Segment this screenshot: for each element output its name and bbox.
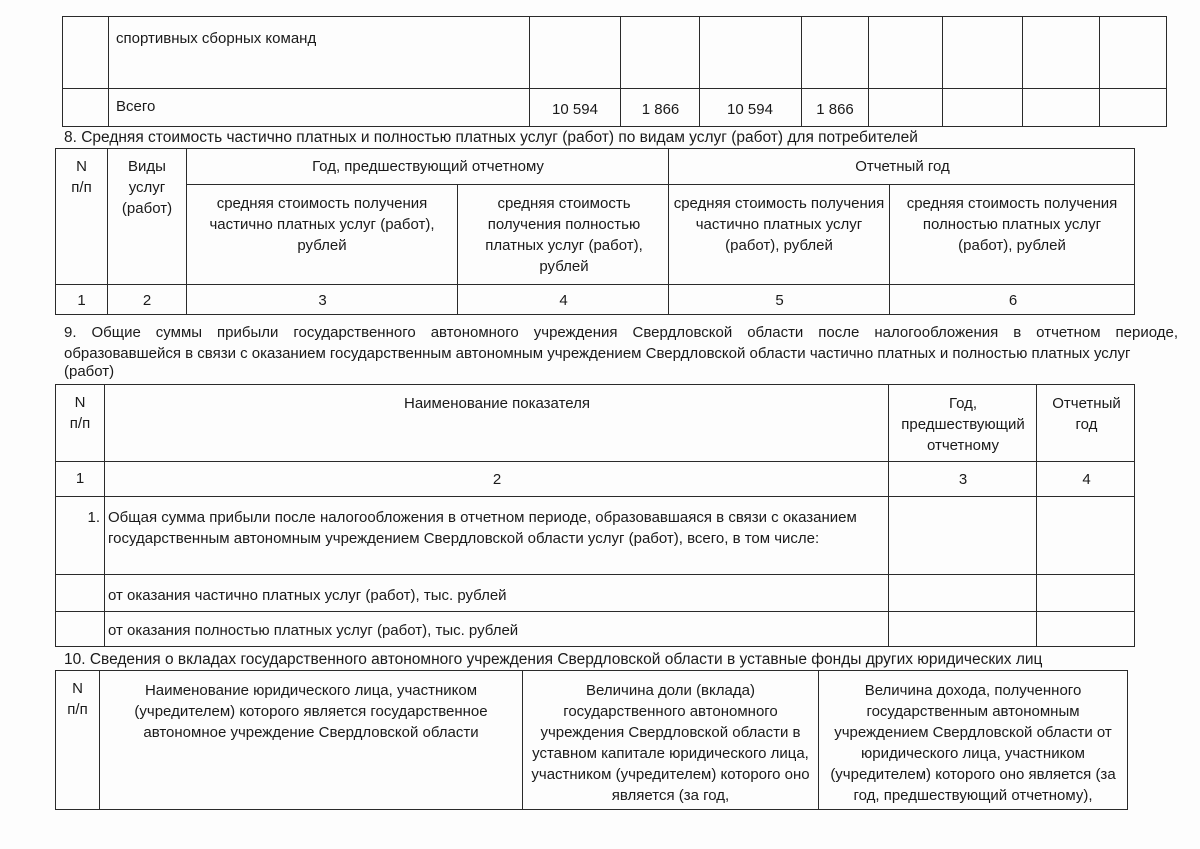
section-10-heading: 10. Сведения о вкладах государственного автономного учреждения Свердловской области в уставные фонды других юридических лиц: [64, 651, 1043, 668]
col-service-types-header: Виды услуг (работ): [121, 158, 173, 217]
col-header-5: средняя стоимость получения частично платных услуг (работ), рублей: [673, 195, 885, 254]
col-number: 4: [559, 292, 568, 309]
col-number: 4: [1082, 471, 1091, 488]
col-number: 6: [1008, 292, 1018, 309]
col-number: 1: [75, 470, 85, 487]
col-income-value-header: Величина дохода, полученного государственным автономным учреждением Свердловской области от юридического лица, участником (учредителем) которого оно является (за год, предшествующий отчетному),: [830, 682, 1116, 804]
total-value: 10 594: [552, 101, 598, 118]
col-report-year-header: Отчетный год: [1052, 395, 1121, 433]
group-header-previous-year: Год, предшествующий отчетному: [312, 158, 544, 175]
section-9-heading-line: образовавшейся в связи с оказанием государственным автономным учреждением Свердловской области частично платных и полностью платных услуг: [64, 345, 1131, 362]
col-number: 2: [492, 471, 502, 488]
col-number: 3: [318, 292, 327, 309]
total-value: 10 594: [727, 101, 773, 118]
row-2-text: от оказания частично платных услуг (работ), тыс. рублей: [108, 587, 507, 604]
col-share-value-header: Величина доли (вклада) государственного автономного учреждения Свердловской области в уставном капитале юридического лица, участником (учредителем) которого оно является (за год,: [531, 682, 810, 804]
col-header-3: средняя стоимость получения частично платных услуг (работ), рублей: [209, 195, 435, 254]
col-number-header: N п/п: [69, 394, 91, 432]
col-number: 3: [958, 471, 968, 488]
section-9-heading-line: (работ): [64, 363, 115, 380]
row-3-text: от оказания полностью платных услуг (работ), тыс. рублей: [108, 622, 519, 639]
col-previous-year-header: Год, предшествующий отчетному: [901, 395, 1025, 454]
total-value: 1 866: [816, 101, 854, 118]
col-number-header: N п/п: [67, 680, 88, 718]
col-indicator-name-header: Наименование показателя: [404, 395, 590, 412]
col-header-4: средняя стоимость получения полностью платных услуг (работ), рублей: [485, 195, 643, 275]
row-label-sport-teams: спортивных сборных команд: [116, 30, 317, 47]
col-number: 2: [142, 292, 152, 309]
col-number: 5: [775, 292, 784, 309]
row-1-text: Общая сумма прибыли после налогообложения в отчетном периоде, образовавшаяся в связи с оказанием государственным автономным учреждением Свердловской области услуг (работ), всего, в том числе:: [108, 509, 857, 547]
row-label-total: Всего: [116, 98, 156, 115]
group-header-report-year: Отчетный год: [855, 158, 950, 175]
total-value: 1 866: [641, 101, 680, 118]
row-1-number: 1.: [87, 509, 100, 526]
section-8-heading: 8. Средняя стоимость частично платных и полностью платных услуг (работ) по видам услуг (работ) для потребителей: [64, 129, 918, 146]
col-legal-entity-name-header: Наименование юридического лица, участником (учредителем) которого является государственное автономное учреждение Свердловской области: [134, 682, 488, 741]
section-9-heading-line: 9. Общие суммы прибыли государственного автономного учреждения Свердловской области после налогообложения в отчетном периоде,: [64, 324, 1178, 341]
col-number: 1: [77, 292, 86, 309]
col-number-header: N п/п: [71, 158, 92, 196]
col-header-6: средняя стоимость получения полностью платных услуг (работ), рублей: [906, 195, 1118, 254]
